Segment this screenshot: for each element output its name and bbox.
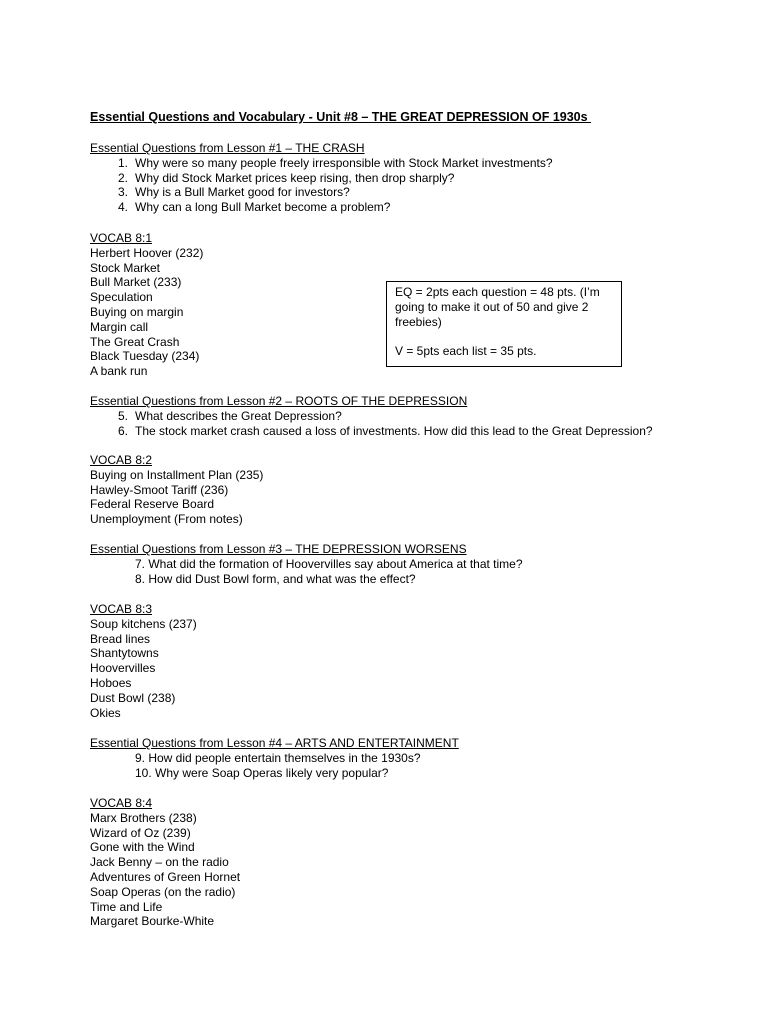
- question-number: 3.: [117, 185, 128, 200]
- question-number: 1.: [117, 155, 128, 170]
- vocab-item: Speculation: [90, 290, 153, 305]
- lesson3-section: [90, 542, 523, 586]
- vocab-item: Buying on Installment Plan (235): [90, 467, 264, 482]
- vocab-item: Soap Operas (on the radio): [90, 884, 236, 899]
- question-number: 4.: [117, 200, 128, 215]
- question-item: [90, 200, 553, 215]
- vocab-item: Margin call: [90, 319, 149, 334]
- question-item: 9. How did people entertain themselves in the 1930s?: [135, 750, 421, 765]
- vocab-item: Marx Brothers (238): [90, 810, 197, 825]
- vocab3-section: [90, 602, 197, 720]
- question-number: 5.: [117, 408, 128, 423]
- eq-points-text: EQ = 2pts each question = 48 pts. (I’m going to make it out of 50 and give 2 freebies): [395, 285, 600, 329]
- vocab3-heading: VOCAB 8:3: [90, 602, 153, 616]
- vocab-item: Unemployment (From notes): [90, 512, 243, 527]
- vocab-item: Time and Life: [90, 899, 163, 914]
- vocab4-heading: VOCAB 8:4: [90, 796, 153, 810]
- question-text: Why did Stock Market prices keep rising, then drop sharply?: [135, 170, 455, 185]
- vocab-item: Bread lines: [90, 631, 151, 646]
- question-text: The stock market crash caused a loss of investments. How did this lead to the Great Depression?: [135, 423, 653, 438]
- lesson4-heading: Essential Questions from Lesson #4 – ARTS AND ENTERTAINMENT: [90, 736, 459, 750]
- question-item: 8. How did Dust Bowl form, and what was the effect?: [135, 571, 416, 586]
- vocab-item: Margaret Bourke-White: [90, 914, 215, 929]
- question-text: What describes the Great Depression?: [135, 408, 342, 423]
- question-text: Why can a long Bull Market become a problem?: [135, 200, 391, 215]
- vocab-item: Hoboes: [90, 675, 132, 690]
- vocab-item: Wizard of Oz (239): [90, 825, 191, 840]
- lesson1-questions: [90, 156, 553, 215]
- vocab-item: Buying on margin: [90, 304, 184, 319]
- lesson2-questions: [90, 409, 653, 439]
- question-text: Why is a Bull Market good for investors?: [135, 185, 350, 200]
- question-item: [90, 185, 553, 200]
- question-text: Why were so many people freely irresponsible with Stock Market investments?: [135, 155, 553, 170]
- lesson3-heading: Essential Questions from Lesson #3 – THE DEPRESSION WORSENS: [90, 542, 467, 556]
- vocab-item: Bull Market (233): [90, 275, 182, 290]
- vocab-item: The Great Crash: [90, 334, 180, 349]
- lesson1-section: [90, 141, 553, 215]
- lesson4-section: [90, 736, 459, 780]
- vocab1-heading: VOCAB 8:1: [90, 231, 153, 245]
- question-number: 2.: [117, 170, 128, 185]
- lesson1-heading: Essential Questions from Lesson #1 – THE CRASH: [90, 141, 365, 155]
- question-item: [90, 156, 553, 171]
- vocab-item: Stock Market: [90, 260, 161, 275]
- vocab1-section: [90, 231, 203, 379]
- vocab2-section: [90, 453, 263, 527]
- vocab-item: Shantytowns: [90, 646, 159, 661]
- question-item: 7. What did the formation of Hoovervilles say about America at that time?: [135, 556, 523, 571]
- question-item: [90, 171, 553, 186]
- vocab-item: Herbert Hoover (232): [90, 245, 204, 260]
- points-box: [386, 281, 622, 367]
- lesson2-section: [90, 394, 653, 438]
- lesson2-heading: Essential Questions from Lesson #2 – ROOTS OF THE DEPRESSION: [90, 394, 468, 408]
- vocab-points-text: V = 5pts each list = 35 pts.: [395, 344, 537, 358]
- question-item: [90, 409, 653, 424]
- vocab-item: Adventures of Green Hornet: [90, 869, 241, 884]
- question-item: 10. Why were Soap Operas likely very popular?: [135, 765, 389, 780]
- vocab-item: Soup kitchens (237): [90, 616, 197, 631]
- vocab4-section: [90, 796, 240, 929]
- vocab-item: A bank run: [90, 364, 148, 379]
- question-item: [90, 424, 653, 439]
- vocab-item: Okies: [90, 705, 121, 720]
- vocab2-heading: VOCAB 8:2: [90, 453, 153, 467]
- question-number: 6.: [117, 423, 128, 438]
- vocab-item: Jack Benny – on the radio: [90, 855, 229, 870]
- vocab-item: Hoovervilles: [90, 661, 156, 676]
- document-title: Essential Questions and Vocabulary - Unit #8 – THE GREAT DEPRESSION OF 1930s: [90, 110, 592, 124]
- vocab-item: Hawley-Smoot Tariff (236): [90, 482, 229, 497]
- vocab-item: Federal Reserve Board: [90, 497, 215, 512]
- vocab-item: Gone with the Wind: [90, 840, 195, 855]
- vocab-item: Black Tuesday (234): [90, 349, 200, 364]
- vocab-item: Dust Bowl (238): [90, 690, 176, 705]
